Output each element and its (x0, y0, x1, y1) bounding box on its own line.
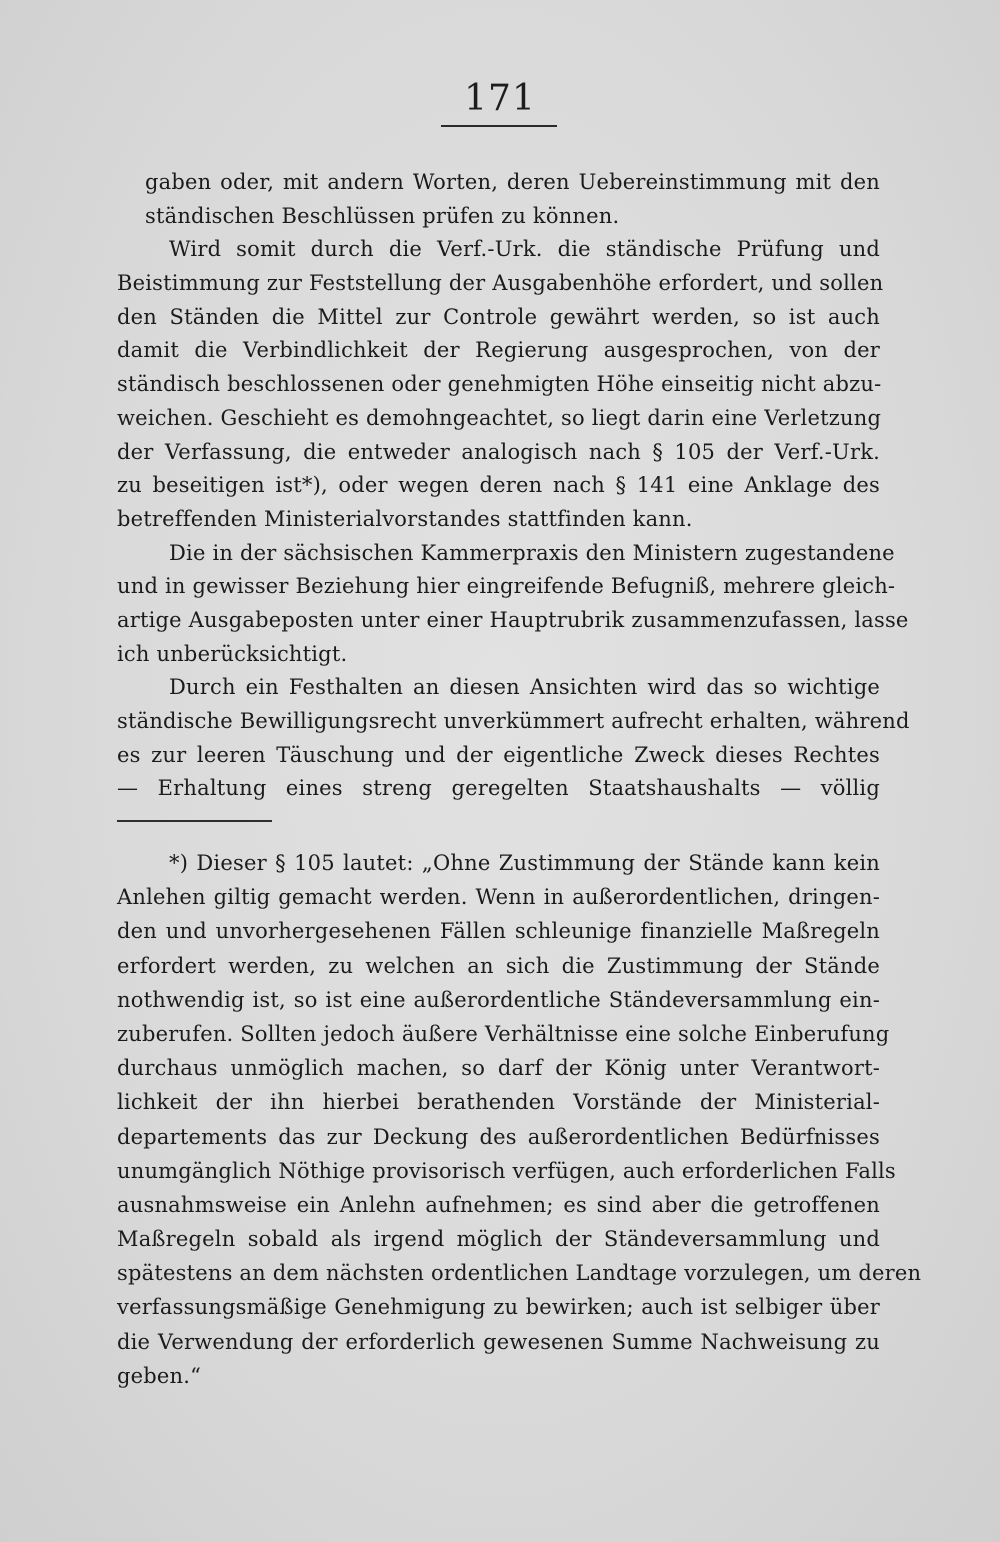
body-line: der Verfassung, die entweder analogisch nach § 105 der Verf.-Urk. (117, 439, 880, 464)
footnote-line: erfordert werden, zu welchen an sich die Zustimmung der Stände (117, 953, 880, 978)
footnote-line: zuberufen. Sollten jedoch äußere Verhältnisse eine solche Einberufung (117, 1021, 890, 1046)
body-line: zu beseitigen ist*), oder wegen deren nach § 141 eine Anklage des (117, 473, 880, 498)
footnote-line: durchaus unmöglich machen, so darf der König unter Verantwort- (117, 1056, 880, 1081)
footnote-line: verfassungsmäßige Genehmigung zu bewirken; auch ist selbiger über (117, 1295, 880, 1320)
body-line: artige Ausgabeposten unter einer Hauptrubrik zusammenzufassen, lasse (117, 607, 909, 632)
footnote-line: Maßregeln sobald als irgend möglich der Ständeversammlung und (117, 1227, 880, 1252)
page-number: 171 (464, 78, 536, 119)
footnote-line: spätestens an dem nächsten ordentlichen Landtage vorzulegen, um deren (117, 1261, 922, 1286)
footnote-line: ausnahmsweise ein Anlehn aufnehmen; es sind aber die getroffenen (117, 1192, 880, 1217)
body-line: ich unberücksichtigt. (117, 641, 348, 666)
footnote-line: die Verwendung der erforderlich gewesenen Summe Nachweisung zu (117, 1329, 880, 1354)
footnote-text (117, 846, 922, 1393)
footnote-line: nothwendig ist, so ist eine außerordentliche Ständeversammlung ein- (117, 987, 880, 1012)
body-line: weichen. Geschieht es demohngeachtet, so liegt darin eine Verletzung (117, 405, 882, 430)
body-line: Wird somit durch die Verf.-Urk. die ständische Prüfung und (169, 237, 880, 262)
body-line: ständischen Beschlüssen prüfen zu können. (145, 203, 620, 228)
body-line: den Ständen die Mittel zur Controle gewährt werden, so ist auch (117, 304, 880, 329)
main-text (117, 166, 910, 806)
header-rule (441, 125, 557, 127)
body-line: ständische Bewilligungsrecht unverkümmert aufrecht erhalten, während (117, 709, 910, 733)
footnote-line: den und unvorhergesehenen Fällen schleunige finanzielle Maßregeln (117, 919, 880, 944)
body-line: — Erhaltung eines streng geregelten Staatshaushalts — völlig (117, 776, 880, 801)
footnote-line: departements das zur Deckung des außerordentlichen Bedürfnisses (117, 1124, 880, 1149)
footnote-line: lichkeit der ihn hierbei berathenden Vorstände der Ministerial- (117, 1090, 880, 1115)
footnote-line: unumgänglich Nöthige provisorisch verfügen, auch erforderlichen Falls (117, 1158, 896, 1183)
body-line: damit die Verbindlichkeit der Regierung ausgesprochen, von der (117, 338, 880, 363)
footnote-line: *) Dieser § 105 lautet: „Ohne Zustimmung der Stände kann kein (169, 851, 880, 875)
body-line: Durch ein Festhalten an diesen Ansichten wird das so wichtige (169, 675, 880, 700)
body-line: Die in der sächsischen Kammerpraxis den Ministern zugestandene (169, 540, 895, 565)
body-line: gaben oder, mit andern Worten, deren Uebereinstimmung mit den (145, 170, 880, 194)
body-line: ständisch beschlossenen oder genehmigten Höhe einseitig nicht abzu- (117, 372, 882, 397)
body-line: und in gewisser Beziehung hier eingreifende Befugniß, mehrere gleich- (117, 574, 896, 599)
footnote-line: Anlehen giltig gemacht werden. Wenn in außerordentlichen, dringen- (117, 885, 880, 910)
footnote-line: geben.“ (117, 1363, 202, 1388)
body-line: es zur leeren Täuschung und der eigentliche Zweck dieses Rechtes (117, 742, 880, 767)
footnote-separator (117, 820, 272, 822)
body-line: Beistimmung zur Feststellung der Ausgabenhöhe erfordert, und sollen (117, 271, 884, 296)
body-line: betreffenden Ministerialvorstandes stattfinden kann. (117, 506, 693, 531)
